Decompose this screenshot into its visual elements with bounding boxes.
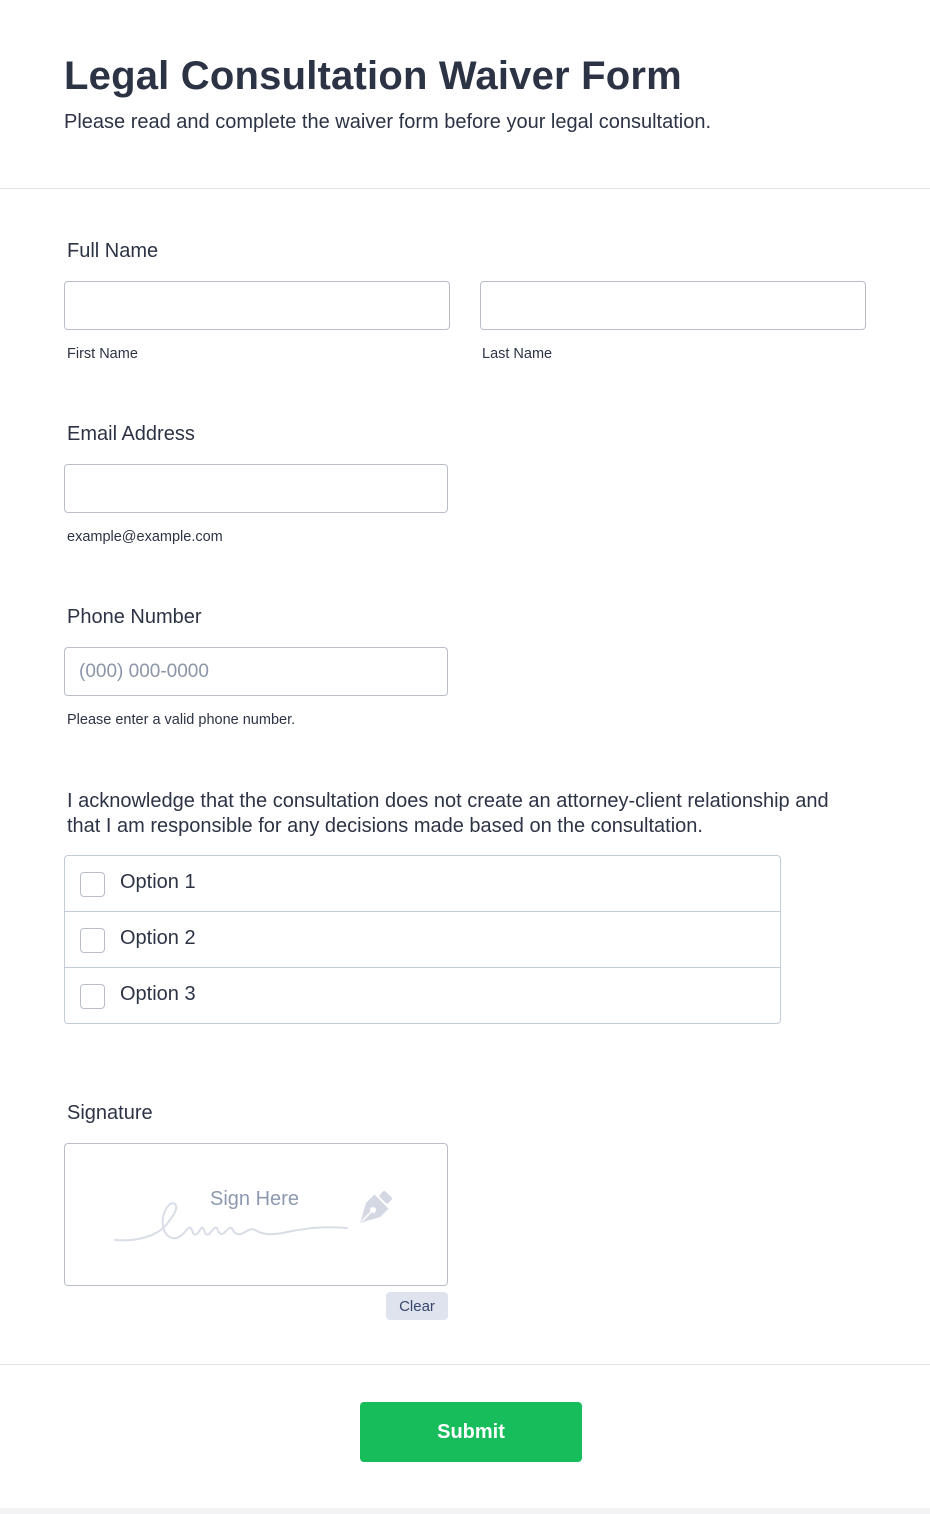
option-2-label[interactable]: Option 2 — [120, 927, 196, 949]
submit-button[interactable]: Submit — [360, 1402, 582, 1462]
phone-input[interactable] — [64, 647, 448, 696]
phone-label: Phone Number — [67, 606, 202, 628]
option-row-3[interactable] — [65, 968, 780, 1024]
acknowledgement-options — [64, 855, 781, 1024]
signature-label: Signature — [67, 1102, 153, 1124]
clear-signature-button[interactable]: Clear — [386, 1292, 448, 1320]
form-subtitle: Please read and complete the waiver form before your legal consultation. — [64, 111, 712, 133]
signature-hint: Sign Here — [210, 1188, 299, 1210]
option-1-checkbox[interactable] — [80, 872, 105, 897]
email-label: Email Address — [67, 423, 195, 445]
form-title: Legal Consultation Waiver Form — [64, 54, 682, 98]
form-header — [0, 0, 930, 189]
first-name-input[interactable] — [64, 281, 450, 330]
signature-pad[interactable] — [64, 1143, 448, 1286]
option-3-label[interactable]: Option 3 — [120, 983, 196, 1005]
last-name-input[interactable] — [480, 281, 866, 330]
acknowledgement-label: I acknowledge that the consultation does not create an attorney-client relationship and that I am responsible for any decisions made based on the consultation. — [67, 790, 829, 837]
option-row-1[interactable] — [65, 856, 780, 912]
option-1-label[interactable]: Option 1 — [120, 871, 196, 893]
pen-nib-icon — [349, 1186, 397, 1234]
email-sublabel: example@example.com — [67, 529, 223, 545]
full-name-label: Full Name — [67, 240, 159, 262]
option-2-checkbox[interactable] — [80, 928, 105, 953]
option-3-checkbox[interactable] — [80, 984, 105, 1009]
last-name-sublabel: Last Name — [482, 346, 553, 362]
footer-divider — [0, 1364, 930, 1365]
option-row-2[interactable] — [65, 912, 780, 968]
bottom-bar — [0, 1508, 930, 1514]
email-input[interactable] — [64, 464, 448, 513]
first-name-sublabel: First Name — [67, 346, 138, 362]
phone-sublabel: Please enter a valid phone number. — [67, 712, 296, 728]
